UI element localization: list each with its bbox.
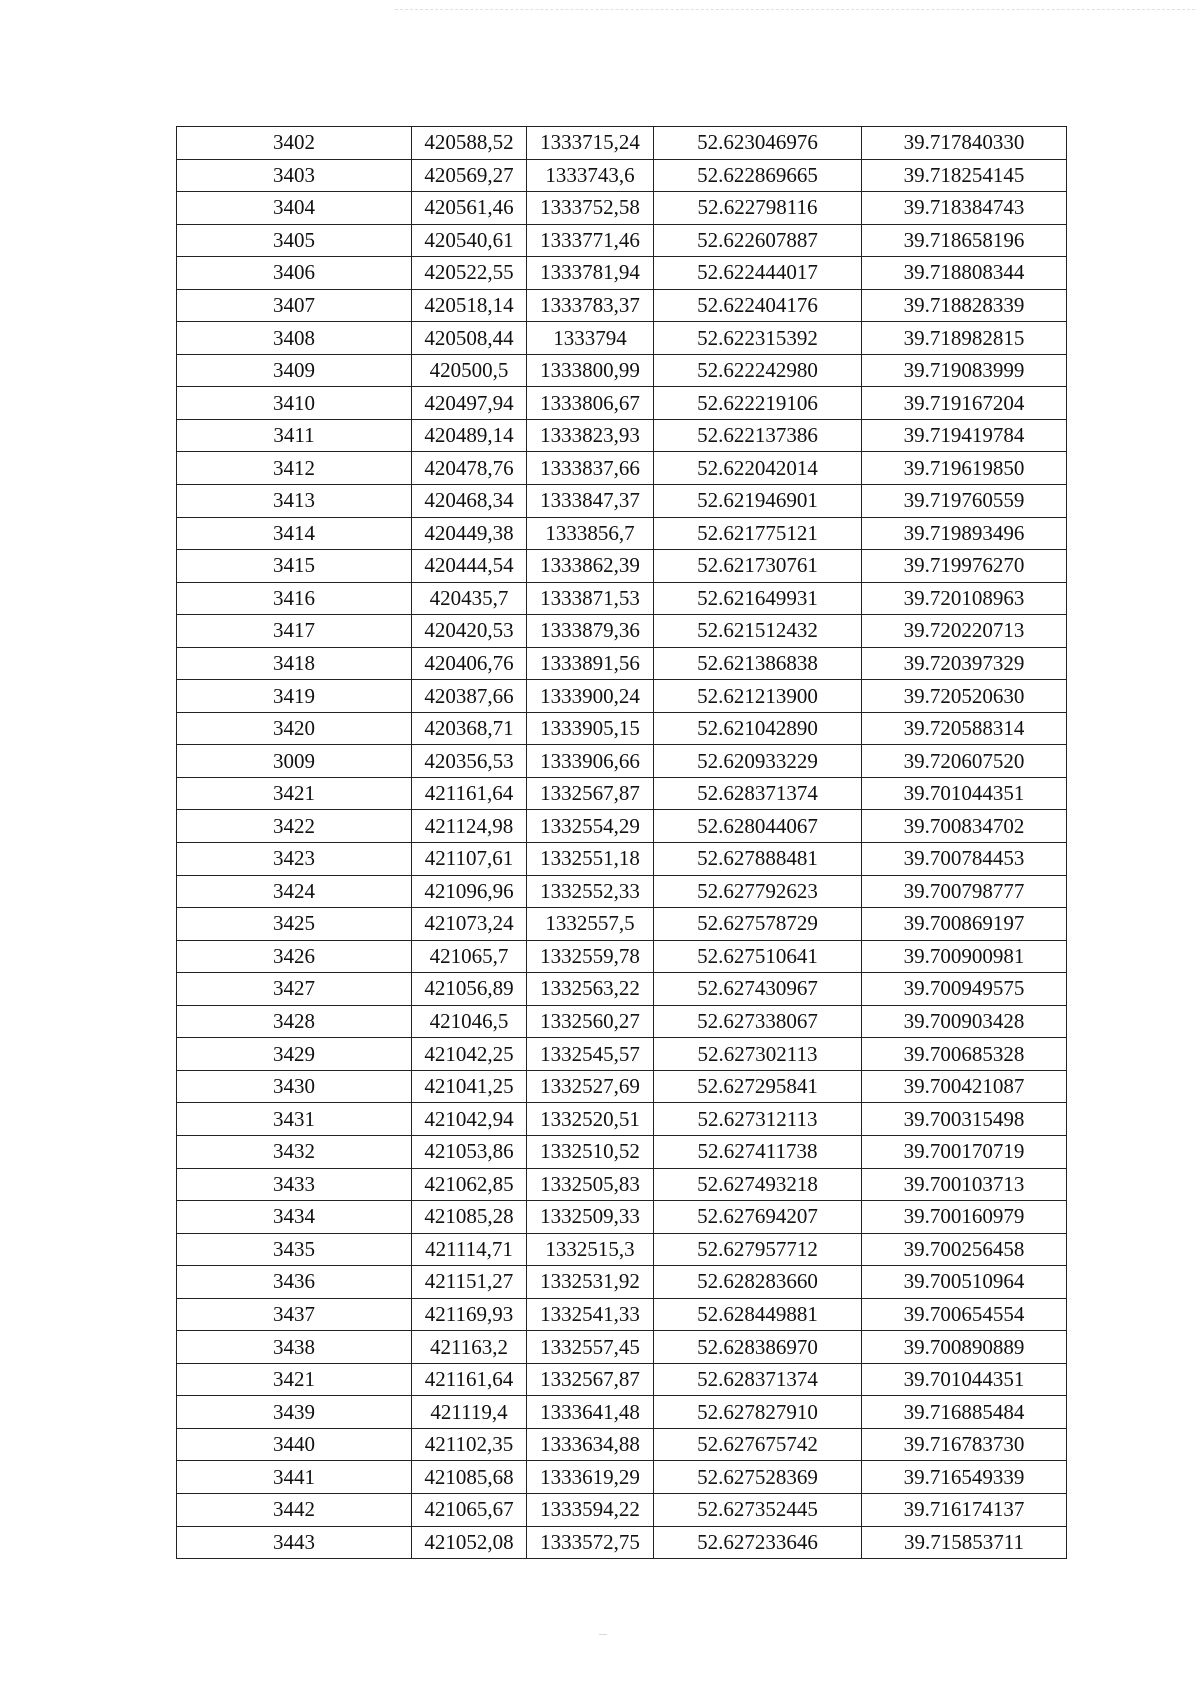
- latitude-cell: 52.627233646: [654, 1526, 862, 1559]
- point-number-cell: 3418: [177, 647, 412, 680]
- longitude-cell: 39.719167204: [862, 387, 1067, 420]
- y-coordinate-cell: 1333862,39: [527, 550, 654, 583]
- point-number-cell: 3412: [177, 452, 412, 485]
- x-coordinate-cell: 420561,46: [412, 192, 527, 225]
- point-number-cell: 3414: [177, 517, 412, 550]
- x-coordinate-cell: 420588,52: [412, 127, 527, 160]
- table-row: [177, 224, 1067, 257]
- point-number-cell: 3443: [177, 1526, 412, 1559]
- y-coordinate-cell: 1332554,29: [527, 810, 654, 843]
- x-coordinate-cell: 421062,85: [412, 1168, 527, 1201]
- point-number-cell: 3409: [177, 354, 412, 387]
- latitude-cell: 52.627302113: [654, 1038, 862, 1071]
- y-coordinate-cell: 1332560,27: [527, 1005, 654, 1038]
- point-number-cell: 3421: [177, 777, 412, 810]
- longitude-cell: 39.719760559: [862, 485, 1067, 518]
- latitude-cell: 52.628449881: [654, 1298, 862, 1331]
- latitude-cell: 52.627827910: [654, 1396, 862, 1429]
- table-row: [177, 1201, 1067, 1234]
- point-number-cell: 3411: [177, 419, 412, 452]
- table-row: [177, 1038, 1067, 1071]
- point-number-cell: 3419: [177, 680, 412, 713]
- x-coordinate-cell: 420500,5: [412, 354, 527, 387]
- x-coordinate-cell: 421096,96: [412, 875, 527, 908]
- longitude-cell: 39.716783730: [862, 1428, 1067, 1461]
- y-coordinate-cell: 1332509,33: [527, 1201, 654, 1234]
- x-coordinate-cell: 420387,66: [412, 680, 527, 713]
- latitude-cell: 52.622444017: [654, 257, 862, 290]
- point-number-cell: 3439: [177, 1396, 412, 1429]
- longitude-cell: 39.700869197: [862, 908, 1067, 941]
- latitude-cell: 52.623046976: [654, 127, 862, 160]
- latitude-cell: 52.620933229: [654, 745, 862, 778]
- longitude-cell: 39.700890889: [862, 1331, 1067, 1364]
- x-coordinate-cell: 421169,93: [412, 1298, 527, 1331]
- longitude-cell: 39.716885484: [862, 1396, 1067, 1429]
- latitude-cell: 52.622404176: [654, 289, 862, 322]
- table-row: [177, 1135, 1067, 1168]
- table-row: [177, 127, 1067, 160]
- latitude-cell: 52.627411738: [654, 1135, 862, 1168]
- table-row: [177, 1233, 1067, 1266]
- x-coordinate-cell: 421124,98: [412, 810, 527, 843]
- latitude-cell: 52.628283660: [654, 1266, 862, 1299]
- longitude-cell: 39.715853711: [862, 1526, 1067, 1559]
- table-row: [177, 1461, 1067, 1494]
- table-row: [177, 1070, 1067, 1103]
- y-coordinate-cell: 1333905,15: [527, 712, 654, 745]
- table-row: [177, 1493, 1067, 1526]
- x-coordinate-cell: 420420,53: [412, 615, 527, 648]
- longitude-cell: 39.717840330: [862, 127, 1067, 160]
- latitude-cell: 52.622798116: [654, 192, 862, 225]
- y-coordinate-cell: 1332515,3: [527, 1233, 654, 1266]
- latitude-cell: 52.627295841: [654, 1070, 862, 1103]
- point-number-cell: 3424: [177, 875, 412, 908]
- y-coordinate-cell: 1332531,92: [527, 1266, 654, 1299]
- latitude-cell: 52.627312113: [654, 1103, 862, 1136]
- longitude-cell: 39.718254145: [862, 159, 1067, 192]
- table-row: [177, 517, 1067, 550]
- point-number-cell: 3438: [177, 1331, 412, 1364]
- longitude-cell: 39.718982815: [862, 322, 1067, 355]
- longitude-cell: 39.700315498: [862, 1103, 1067, 1136]
- table-row: [177, 550, 1067, 583]
- longitude-cell: 39.718658196: [862, 224, 1067, 257]
- x-coordinate-cell: 420406,76: [412, 647, 527, 680]
- latitude-cell: 52.627352445: [654, 1493, 862, 1526]
- y-coordinate-cell: 1333572,75: [527, 1526, 654, 1559]
- table-row: [177, 777, 1067, 810]
- y-coordinate-cell: 1333783,37: [527, 289, 654, 322]
- x-coordinate-cell: 421163,2: [412, 1331, 527, 1364]
- table-row: [177, 680, 1067, 713]
- latitude-cell: 52.628044067: [654, 810, 862, 843]
- y-coordinate-cell: 1333781,94: [527, 257, 654, 290]
- longitude-cell: 39.720220713: [862, 615, 1067, 648]
- point-number-cell: 3427: [177, 973, 412, 1006]
- x-coordinate-cell: 421107,61: [412, 843, 527, 876]
- point-number-cell: 3403: [177, 159, 412, 192]
- point-number-cell: 3426: [177, 940, 412, 973]
- y-coordinate-cell: 1333879,36: [527, 615, 654, 648]
- point-number-cell: 3417: [177, 615, 412, 648]
- latitude-cell: 52.627792623: [654, 875, 862, 908]
- y-coordinate-cell: 1333847,37: [527, 485, 654, 518]
- longitude-cell: 39.700784453: [862, 843, 1067, 876]
- x-coordinate-cell: 420468,34: [412, 485, 527, 518]
- y-coordinate-cell: 1332557,5: [527, 908, 654, 941]
- y-coordinate-cell: 1332505,83: [527, 1168, 654, 1201]
- longitude-cell: 39.716174137: [862, 1493, 1067, 1526]
- longitude-cell: 39.700798777: [862, 875, 1067, 908]
- y-coordinate-cell: 1332541,33: [527, 1298, 654, 1331]
- table-row: [177, 1266, 1067, 1299]
- point-number-cell: 3009: [177, 745, 412, 778]
- x-coordinate-cell: 421065,7: [412, 940, 527, 973]
- table-row: [177, 1428, 1067, 1461]
- longitude-cell: 39.700900981: [862, 940, 1067, 973]
- table-row: [177, 322, 1067, 355]
- longitude-cell: 39.719619850: [862, 452, 1067, 485]
- x-coordinate-cell: 420478,76: [412, 452, 527, 485]
- point-number-cell: 3416: [177, 582, 412, 615]
- latitude-cell: 52.627528369: [654, 1461, 862, 1494]
- table-row: [177, 387, 1067, 420]
- x-coordinate-cell: 420522,55: [412, 257, 527, 290]
- y-coordinate-cell: 1333856,7: [527, 517, 654, 550]
- y-coordinate-cell: 1333900,24: [527, 680, 654, 713]
- x-coordinate-cell: 421085,68: [412, 1461, 527, 1494]
- y-coordinate-cell: 1333634,88: [527, 1428, 654, 1461]
- point-number-cell: 3437: [177, 1298, 412, 1331]
- longitude-cell: 39.716549339: [862, 1461, 1067, 1494]
- point-number-cell: 3423: [177, 843, 412, 876]
- point-number-cell: 3436: [177, 1266, 412, 1299]
- point-number-cell: 3429: [177, 1038, 412, 1071]
- y-coordinate-cell: 1333906,66: [527, 745, 654, 778]
- x-coordinate-cell: 421114,71: [412, 1233, 527, 1266]
- latitude-cell: 52.627888481: [654, 843, 862, 876]
- point-number-cell: 3420: [177, 712, 412, 745]
- scan-artifact: [599, 1634, 607, 1635]
- latitude-cell: 52.627510641: [654, 940, 862, 973]
- longitude-cell: 39.700160979: [862, 1201, 1067, 1234]
- point-number-cell: 3425: [177, 908, 412, 941]
- point-number-cell: 3408: [177, 322, 412, 355]
- longitude-cell: 39.700256458: [862, 1233, 1067, 1266]
- point-number-cell: 3435: [177, 1233, 412, 1266]
- point-number-cell: 3428: [177, 1005, 412, 1038]
- table-row: [177, 908, 1067, 941]
- latitude-cell: 52.627578729: [654, 908, 862, 941]
- latitude-cell: 52.621775121: [654, 517, 862, 550]
- longitude-cell: 39.719083999: [862, 354, 1067, 387]
- x-coordinate-cell: 420497,94: [412, 387, 527, 420]
- table-row: [177, 875, 1067, 908]
- latitude-cell: 52.627694207: [654, 1201, 862, 1234]
- point-number-cell: 3434: [177, 1201, 412, 1234]
- x-coordinate-cell: 420444,54: [412, 550, 527, 583]
- table-row: [177, 615, 1067, 648]
- table-row: [177, 1298, 1067, 1331]
- point-number-cell: 3404: [177, 192, 412, 225]
- longitude-cell: 39.700421087: [862, 1070, 1067, 1103]
- table-row: [177, 745, 1067, 778]
- table-row: [177, 485, 1067, 518]
- table-row: [177, 192, 1067, 225]
- table-row: [177, 973, 1067, 1006]
- latitude-cell: 52.621730761: [654, 550, 862, 583]
- table-row: [177, 582, 1067, 615]
- table-row: [177, 647, 1067, 680]
- table-row: [177, 354, 1067, 387]
- longitude-cell: 39.700170719: [862, 1135, 1067, 1168]
- y-coordinate-cell: 1333871,53: [527, 582, 654, 615]
- point-number-cell: 3431: [177, 1103, 412, 1136]
- latitude-cell: 52.627675742: [654, 1428, 862, 1461]
- table-row: [177, 1363, 1067, 1396]
- latitude-cell: 52.627493218: [654, 1168, 862, 1201]
- point-number-cell: 3415: [177, 550, 412, 583]
- y-coordinate-cell: 1333891,56: [527, 647, 654, 680]
- table-row: [177, 257, 1067, 290]
- latitude-cell: 52.627338067: [654, 1005, 862, 1038]
- table-row: [177, 1005, 1067, 1038]
- point-number-cell: 3442: [177, 1493, 412, 1526]
- x-coordinate-cell: 420435,7: [412, 582, 527, 615]
- longitude-cell: 39.701044351: [862, 777, 1067, 810]
- coordinates-table: [176, 126, 1067, 1559]
- latitude-cell: 52.621512432: [654, 615, 862, 648]
- x-coordinate-cell: 421151,27: [412, 1266, 527, 1299]
- table-row: [177, 452, 1067, 485]
- table-row: [177, 1331, 1067, 1364]
- longitude-cell: 39.719419784: [862, 419, 1067, 452]
- point-number-cell: 3402: [177, 127, 412, 160]
- latitude-cell: 52.621649931: [654, 582, 862, 615]
- longitude-cell: 39.720588314: [862, 712, 1067, 745]
- x-coordinate-cell: 421085,28: [412, 1201, 527, 1234]
- x-coordinate-cell: 421102,35: [412, 1428, 527, 1461]
- latitude-cell: 52.621042890: [654, 712, 862, 745]
- y-coordinate-cell: 1332545,57: [527, 1038, 654, 1071]
- y-coordinate-cell: 1333594,22: [527, 1493, 654, 1526]
- y-coordinate-cell: 1333743,6: [527, 159, 654, 192]
- longitude-cell: 39.718808344: [862, 257, 1067, 290]
- coordinates-table-container: [176, 126, 1066, 1559]
- longitude-cell: 39.700510964: [862, 1266, 1067, 1299]
- x-coordinate-cell: 420569,27: [412, 159, 527, 192]
- table-row: [177, 940, 1067, 973]
- x-coordinate-cell: 421046,5: [412, 1005, 527, 1038]
- table-row: [177, 1526, 1067, 1559]
- longitude-cell: 39.718828339: [862, 289, 1067, 322]
- x-coordinate-cell: 420518,14: [412, 289, 527, 322]
- latitude-cell: 52.622137386: [654, 419, 862, 452]
- longitude-cell: 39.700654554: [862, 1298, 1067, 1331]
- y-coordinate-cell: 1332567,87: [527, 1363, 654, 1396]
- x-coordinate-cell: 421161,64: [412, 1363, 527, 1396]
- table-row: [177, 1168, 1067, 1201]
- y-coordinate-cell: 1333771,46: [527, 224, 654, 257]
- y-coordinate-cell: 1333806,67: [527, 387, 654, 420]
- coordinates-table-body: [177, 127, 1067, 1559]
- longitude-cell: 39.718384743: [862, 192, 1067, 225]
- latitude-cell: 52.621386838: [654, 647, 862, 680]
- point-number-cell: 3440: [177, 1428, 412, 1461]
- latitude-cell: 52.627957712: [654, 1233, 862, 1266]
- x-coordinate-cell: 421056,89: [412, 973, 527, 1006]
- x-coordinate-cell: 420540,61: [412, 224, 527, 257]
- x-coordinate-cell: 421119,4: [412, 1396, 527, 1429]
- y-coordinate-cell: 1333837,66: [527, 452, 654, 485]
- table-row: [177, 1103, 1067, 1136]
- y-coordinate-cell: 1333752,58: [527, 192, 654, 225]
- longitude-cell: 39.720397329: [862, 647, 1067, 680]
- scan-edge-line: [395, 9, 1195, 10]
- x-coordinate-cell: 421041,25: [412, 1070, 527, 1103]
- y-coordinate-cell: 1333619,29: [527, 1461, 654, 1494]
- point-number-cell: 3406: [177, 257, 412, 290]
- point-number-cell: 3441: [177, 1461, 412, 1494]
- point-number-cell: 3432: [177, 1135, 412, 1168]
- table-row: [177, 810, 1067, 843]
- y-coordinate-cell: 1332557,45: [527, 1331, 654, 1364]
- x-coordinate-cell: 421053,86: [412, 1135, 527, 1168]
- point-number-cell: 3433: [177, 1168, 412, 1201]
- longitude-cell: 39.700103713: [862, 1168, 1067, 1201]
- x-coordinate-cell: 420449,38: [412, 517, 527, 550]
- y-coordinate-cell: 1332510,52: [527, 1135, 654, 1168]
- x-coordinate-cell: 420368,71: [412, 712, 527, 745]
- x-coordinate-cell: 421042,94: [412, 1103, 527, 1136]
- longitude-cell: 39.720108963: [862, 582, 1067, 615]
- y-coordinate-cell: 1332551,18: [527, 843, 654, 876]
- longitude-cell: 39.700834702: [862, 810, 1067, 843]
- longitude-cell: 39.700949575: [862, 973, 1067, 1006]
- longitude-cell: 39.719976270: [862, 550, 1067, 583]
- x-coordinate-cell: 420489,14: [412, 419, 527, 452]
- point-number-cell: 3422: [177, 810, 412, 843]
- x-coordinate-cell: 421161,64: [412, 777, 527, 810]
- latitude-cell: 52.622042014: [654, 452, 862, 485]
- latitude-cell: 52.621946901: [654, 485, 862, 518]
- x-coordinate-cell: 421073,24: [412, 908, 527, 941]
- table-row: [177, 419, 1067, 452]
- y-coordinate-cell: 1332520,51: [527, 1103, 654, 1136]
- x-coordinate-cell: 420508,44: [412, 322, 527, 355]
- table-row: [177, 712, 1067, 745]
- table-row: [177, 289, 1067, 322]
- point-number-cell: 3410: [177, 387, 412, 420]
- y-coordinate-cell: 1332567,87: [527, 777, 654, 810]
- latitude-cell: 52.622607887: [654, 224, 862, 257]
- x-coordinate-cell: 421042,25: [412, 1038, 527, 1071]
- latitude-cell: 52.628371374: [654, 1363, 862, 1396]
- y-coordinate-cell: 1333800,99: [527, 354, 654, 387]
- latitude-cell: 52.622242980: [654, 354, 862, 387]
- table-row: [177, 1396, 1067, 1429]
- y-coordinate-cell: 1333715,24: [527, 127, 654, 160]
- longitude-cell: 39.700685328: [862, 1038, 1067, 1071]
- y-coordinate-cell: 1333641,48: [527, 1396, 654, 1429]
- y-coordinate-cell: 1333794: [527, 322, 654, 355]
- point-number-cell: 3430: [177, 1070, 412, 1103]
- latitude-cell: 52.628386970: [654, 1331, 862, 1364]
- latitude-cell: 52.628371374: [654, 777, 862, 810]
- longitude-cell: 39.701044351: [862, 1363, 1067, 1396]
- x-coordinate-cell: 421065,67: [412, 1493, 527, 1526]
- latitude-cell: 52.622315392: [654, 322, 862, 355]
- latitude-cell: 52.627430967: [654, 973, 862, 1006]
- longitude-cell: 39.720607520: [862, 745, 1067, 778]
- longitude-cell: 39.719893496: [862, 517, 1067, 550]
- y-coordinate-cell: 1333823,93: [527, 419, 654, 452]
- point-number-cell: 3407: [177, 289, 412, 322]
- table-row: [177, 159, 1067, 192]
- y-coordinate-cell: 1332563,22: [527, 973, 654, 1006]
- longitude-cell: 39.700903428: [862, 1005, 1067, 1038]
- latitude-cell: 52.622219106: [654, 387, 862, 420]
- y-coordinate-cell: 1332559,78: [527, 940, 654, 973]
- x-coordinate-cell: 421052,08: [412, 1526, 527, 1559]
- y-coordinate-cell: 1332527,69: [527, 1070, 654, 1103]
- longitude-cell: 39.720520630: [862, 680, 1067, 713]
- latitude-cell: 52.622869665: [654, 159, 862, 192]
- point-number-cell: 3405: [177, 224, 412, 257]
- x-coordinate-cell: 420356,53: [412, 745, 527, 778]
- point-number-cell: 3421: [177, 1363, 412, 1396]
- table-row: [177, 843, 1067, 876]
- latitude-cell: 52.621213900: [654, 680, 862, 713]
- y-coordinate-cell: 1332552,33: [527, 875, 654, 908]
- point-number-cell: 3413: [177, 485, 412, 518]
